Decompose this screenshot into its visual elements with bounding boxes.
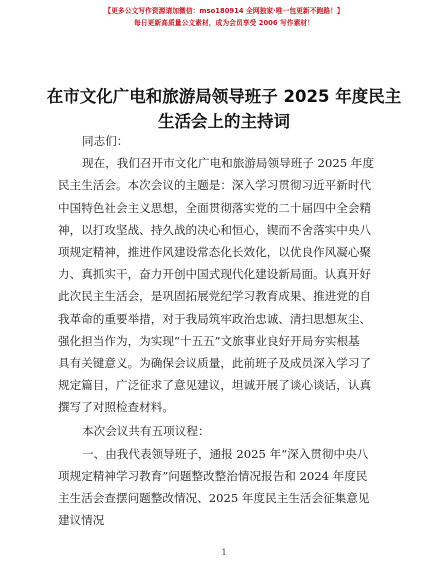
- page-number: 1: [221, 548, 227, 557]
- paragraph-line: 现在，我们召开市文化广电和旅游局领导班子 2025 年度: [82, 156, 374, 171]
- paragraph-agenda-1: [58, 443, 396, 532]
- paragraph-line: 项规定精神，推进作风建设常态化长效化，以优良作风凝心聚: [58, 244, 372, 259]
- paragraph-line: 一、由我代表领导班子，通报 2025 年“深入贯彻中央八: [82, 446, 369, 461]
- title-line-1: 在市文化广电和旅游局领导班子 2025 年度民主: [46, 87, 402, 106]
- header-promo-line-2: 每日更新高质量公文素材，成为会员享受 2006 写作素材！: [134, 19, 314, 27]
- paragraph-line: 撰写了对照检查材料。: [58, 400, 174, 415]
- document-body: [58, 130, 396, 531]
- document-title: [40, 84, 408, 134]
- paragraph-line: 强化担当作为，为实现“十五五”文旅事业良好开局夯实根基: [58, 333, 360, 348]
- paragraph-line: 项规定精神学习教育”问题整改整治情况报告和 2024 年度民: [58, 468, 368, 483]
- paragraph-line: 民主生活会。本次会议的主题是：深入学习贯彻习近平新时代: [58, 178, 372, 193]
- paragraph-1: [58, 152, 396, 418]
- paragraph-line: 此次民主生活会，是巩固拓展党纪学习教育成果、推进党的自: [58, 289, 372, 304]
- paragraph-line: 建议情况: [58, 513, 105, 528]
- header-promo-line-1: 【更多公文写作资源请加微信：mso180914 全网独家·唯一包更新不跑路！】: [104, 7, 344, 15]
- paragraph-line: 具有关键意义。为确保会议质量，此前班子及成员深入学习了: [58, 355, 372, 370]
- paragraph-line: 我革命的重要举措，对于我局筑牢政治忠诚、清扫思想灰尘、: [58, 311, 372, 326]
- paragraph-line: 神，以打攻坚战、持久战的决心和恒心，锲而不舍落实中央八: [58, 222, 372, 237]
- paragraph-line: 中国特色社会主义思想，全面贯彻落实党的二十届四中全会精: [58, 200, 372, 215]
- paragraph-line: 力、真抓实干，奋力开创中国式现代化建设新局面。认真开好: [58, 267, 372, 282]
- title-line-2: 生活会上的主持词: [158, 112, 290, 131]
- agenda-intro: 本次会议共有五项议程：: [82, 424, 210, 439]
- paragraph-line: 主生活会查摆问题整改情况、2025 年度民主生活会征集意见: [58, 491, 370, 505]
- paragraph-line: 规定篇目，广泛征求了意见建议，坦诚开展了谈心谈话，认真: [58, 378, 372, 393]
- salutation: 同志们：: [82, 134, 129, 148]
